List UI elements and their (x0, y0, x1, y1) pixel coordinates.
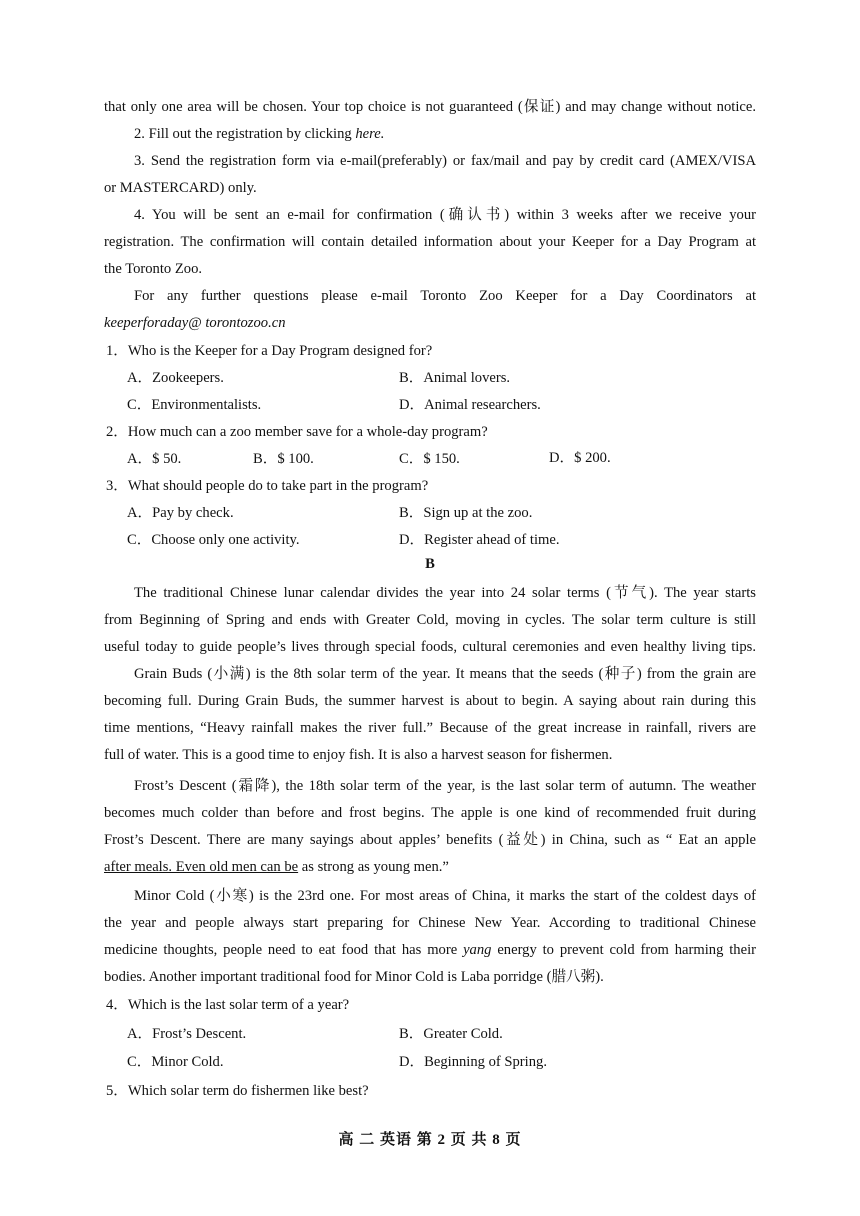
question-2-option-b: B．$ 100. (253, 451, 314, 467)
question-3-stem: 3．What should people do to take part in the program? (106, 478, 429, 494)
email-text: keeperforaday@ torontozoo.cn (104, 315, 286, 331)
text-line: from Beginning of Spring and ends with Greater Cold, moving in cycles. The solar term culture is still (104, 612, 756, 628)
underlined-saying: after meals. Even old men can be (104, 859, 299, 875)
text-line: time mentions, “Heavy rainfall makes the river full.” Because of the great increase in rainfall, rivers are (104, 720, 756, 736)
text-line: bodies. Another important traditional food for Minor Cold is Laba porridge (腊八粥). (104, 969, 604, 985)
text-line: or MASTERCARD) only. (104, 180, 257, 196)
text-run: 2. Fill out the registration by clicking (134, 126, 356, 142)
question-2-option-a: A．$ 50. (127, 451, 182, 467)
question-3-option-a: A．Pay by check. (127, 505, 234, 521)
text-line: The traditional Chinese lunar calendar divides the year into 24 solar terms (节气). The year starts (134, 585, 756, 601)
here-link-text: here. (355, 126, 385, 142)
email-address (104, 313, 756, 333)
text-line: Frost’s Descent (霜降), the 18th solar term of the year, is the last solar term of autumn. The weather (134, 778, 756, 794)
question-4-option-b: B．Greater Cold. (399, 1026, 503, 1042)
text-line: For any further questions please e-mail Toronto Zoo Keeper for a Day Coordinators at (134, 288, 756, 304)
question-2-stem: 2．How much can a zoo member save for a whole-day program? (106, 424, 488, 440)
text-line: the year and people always start preparing for Chinese New Year. According to traditional Chinese (104, 915, 756, 931)
question-2-option-c: C．$ 150. (399, 451, 460, 467)
question-1-option-a: A．Zookeepers. (127, 370, 224, 386)
text-line: Minor Cold (小寒) is the 23rd one. For most areas of China, it marks the start of the coldest days of (134, 888, 756, 904)
question-4-option-d: D．Beginning of Spring. (399, 1054, 547, 1070)
text-line: that only one area will be chosen. Your top choice is not guaranteed (保证) and may change without notice. (104, 99, 756, 115)
text-run: medicine thoughts, people need to eat food that has more (104, 942, 464, 958)
question-4-option-a: A．Frost’s Descent. (127, 1026, 247, 1042)
question-4-option-c: C．Minor Cold. (127, 1054, 224, 1070)
text-line: Frost’s Descent. There are many sayings about apples’ benefits (益处) in China, such as “ Eat an apple (104, 832, 756, 848)
question-1-option-b: B．Animal lovers. (399, 370, 511, 386)
page-footer: 高 二 英语 第 2 页 共 8 页 (338, 1132, 522, 1148)
text-run: energy to prevent cold from harming their (491, 942, 756, 958)
yang-term: yang (463, 942, 492, 958)
text-line: the Toronto Zoo. (104, 261, 203, 277)
text-line: registration. The confirmation will contain detailed information about your Keeper for a Day Program at (104, 234, 756, 250)
text-line (134, 124, 756, 144)
text-line: after meals. Even old men can be as strong as young men.” (104, 859, 449, 875)
question-1-option-c: C．Environmentalists. (127, 397, 262, 413)
text-line: 4. You will be sent an e-mail for confirmation (确认书) within 3 weeks after we receive your (134, 207, 756, 223)
section-heading: B (425, 556, 435, 572)
text-line: useful today to guide people’s lives through special foods, cultural ceremonies and even healthy living tips. (104, 639, 756, 655)
text-line: Grain Buds (小满) is the 8th solar term of the year. It means that the seeds (种子) from the grain are (134, 666, 756, 682)
text-line: becoming full. During Grain Buds, the summer harvest is about to begin. A saying about rain during this (104, 693, 756, 709)
question-3-option-c: C．Choose only one activity. (127, 532, 300, 548)
question-3-option-d: D．Register ahead of time. (399, 532, 560, 548)
text-line (104, 940, 756, 960)
question-2-option-d: D．$ 200. (549, 450, 611, 466)
text-line: full of water. This is a good time to enjoy fish. It is also a harvest season for fishermen. (104, 747, 613, 763)
question-5-stem: 5．Which solar term do fishermen like best? (106, 1083, 369, 1099)
text-line: 3. Send the registration form via e-mail(preferably) or fax/mail and pay by credit card (AMEX/VISA (134, 153, 756, 169)
text-line: becomes much colder than before and frost begins. The apple is one kind of recommended fruit during (104, 805, 756, 821)
question-3-option-b: B．Sign up at the zoo. (399, 505, 533, 521)
question-4-stem: 4．Which is the last solar term of a year? (106, 997, 350, 1013)
question-1-option-d: D．Animal researchers. (399, 397, 541, 413)
question-1-stem: 1．Who is the Keeper for a Day Program designed for? (106, 343, 433, 359)
